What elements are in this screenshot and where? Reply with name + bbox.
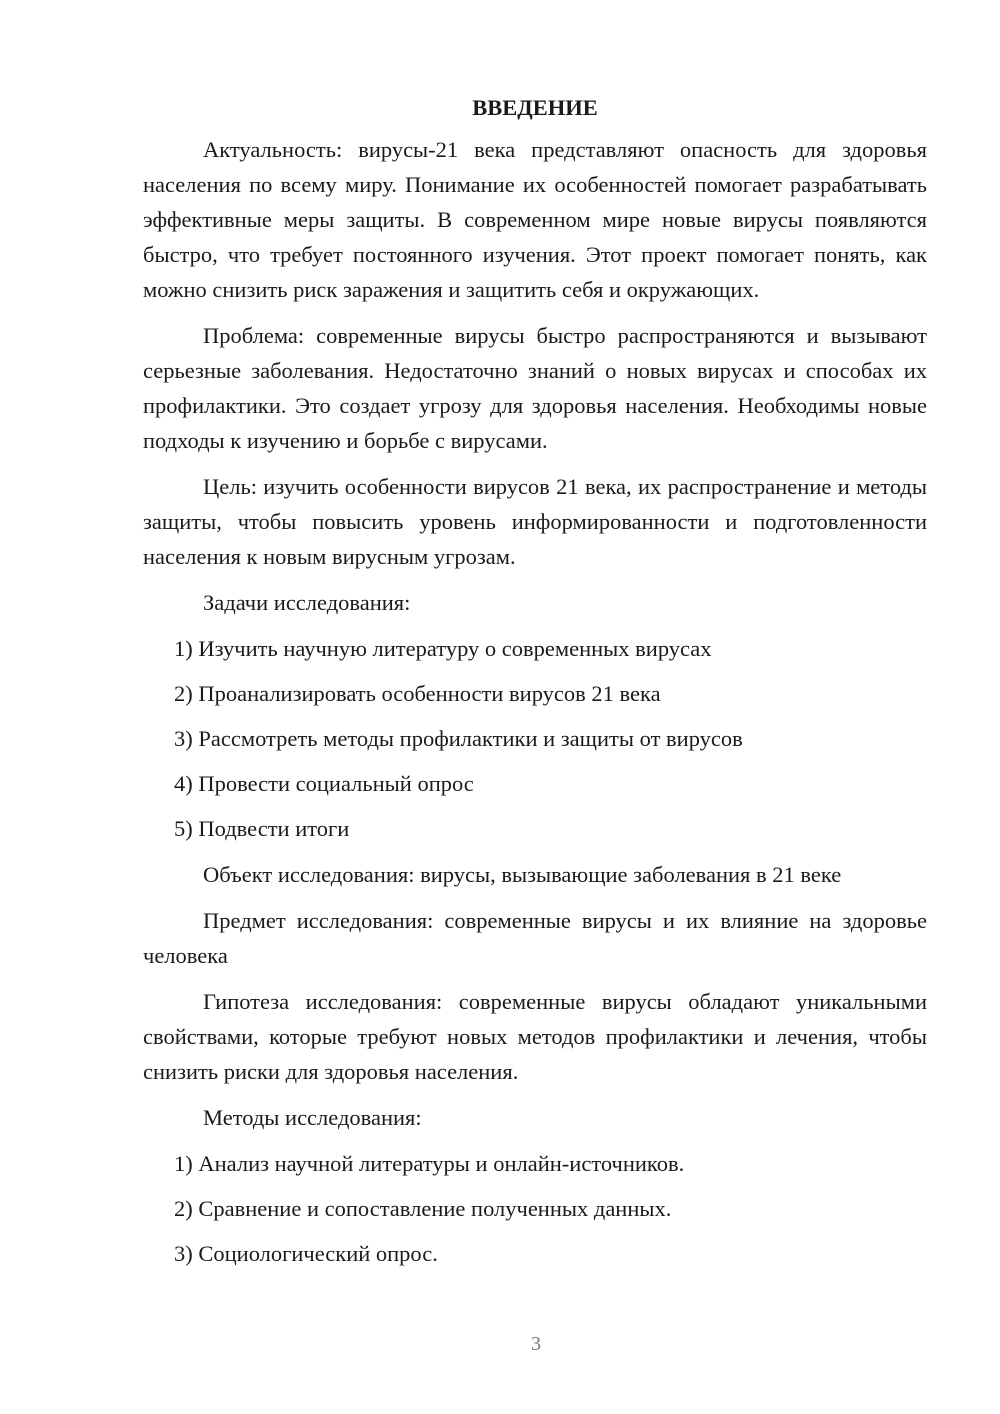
page-title: ВВЕДЕНИЕ xyxy=(472,95,598,120)
subject-paragraph: Предмет исследования: современные вирусы и их влияние на здоровье человека xyxy=(143,908,927,968)
method-item: 2) Сравнение и сопоставление полученных данных. xyxy=(174,1196,672,1221)
page-content xyxy=(143,90,927,1282)
goal-paragraph: Цель: изучить особенности вирусов 21 века, их распространение и методы защиты, чтобы повысить уровень информированности и подготовленности населения к новым вирусным угрозам. xyxy=(143,474,927,569)
hypothesis-paragraph: Гипотеза исследования: современные вирусы обладают уникальными свойствами, которые требуют новых методов профилактики и лечения, чтобы снизить риски для здоровья населения. xyxy=(143,989,927,1084)
problem-paragraph: Проблема: современные вирусы быстро распространяются и вызывают серьезные заболевания. Недостаточно знаний о новых вирусах и способах их профилактики. Это создает угрозу для здоровья населения. Необходимы новые подходы к изучению и борьбе с вирусами. xyxy=(143,323,927,453)
methods-list xyxy=(143,1146,927,1271)
relevance-paragraph: Актуальность: вирусы-21 века представляют опасность для здоровья населения по всему миру. Понимание их особенностей помогает разрабатывать эффективные меры защиты. В современном мире новые вирусы появляются быстро, что требует постоянного изучения. Этот проект помогает понять, как можно снизить риск заражения и защитить себя и окружающих. xyxy=(143,137,927,302)
task-item: 5) Подвести итоги xyxy=(174,816,350,841)
tasks-heading: Задачи исследования: xyxy=(203,590,411,615)
task-item: 4) Провести социальный опрос xyxy=(174,771,474,796)
method-item: 1) Анализ научной литературы и онлайн-источников. xyxy=(174,1151,685,1176)
method-item: 3) Социологический опрос. xyxy=(174,1241,438,1266)
task-item: 1) Изучить научную литературу о современных вирусах xyxy=(174,636,712,661)
page-number: 3 xyxy=(531,1333,541,1355)
object-paragraph: Объект исследования: вирусы, вызывающие заболевания в 21 веке xyxy=(203,862,842,887)
methods-heading: Методы исследования: xyxy=(203,1105,422,1130)
task-item: 3) Рассмотреть методы профилактики и защиты от вирусов xyxy=(174,726,743,751)
tasks-list xyxy=(143,631,927,846)
task-item: 2) Проанализировать особенности вирусов 21 века xyxy=(174,681,661,706)
